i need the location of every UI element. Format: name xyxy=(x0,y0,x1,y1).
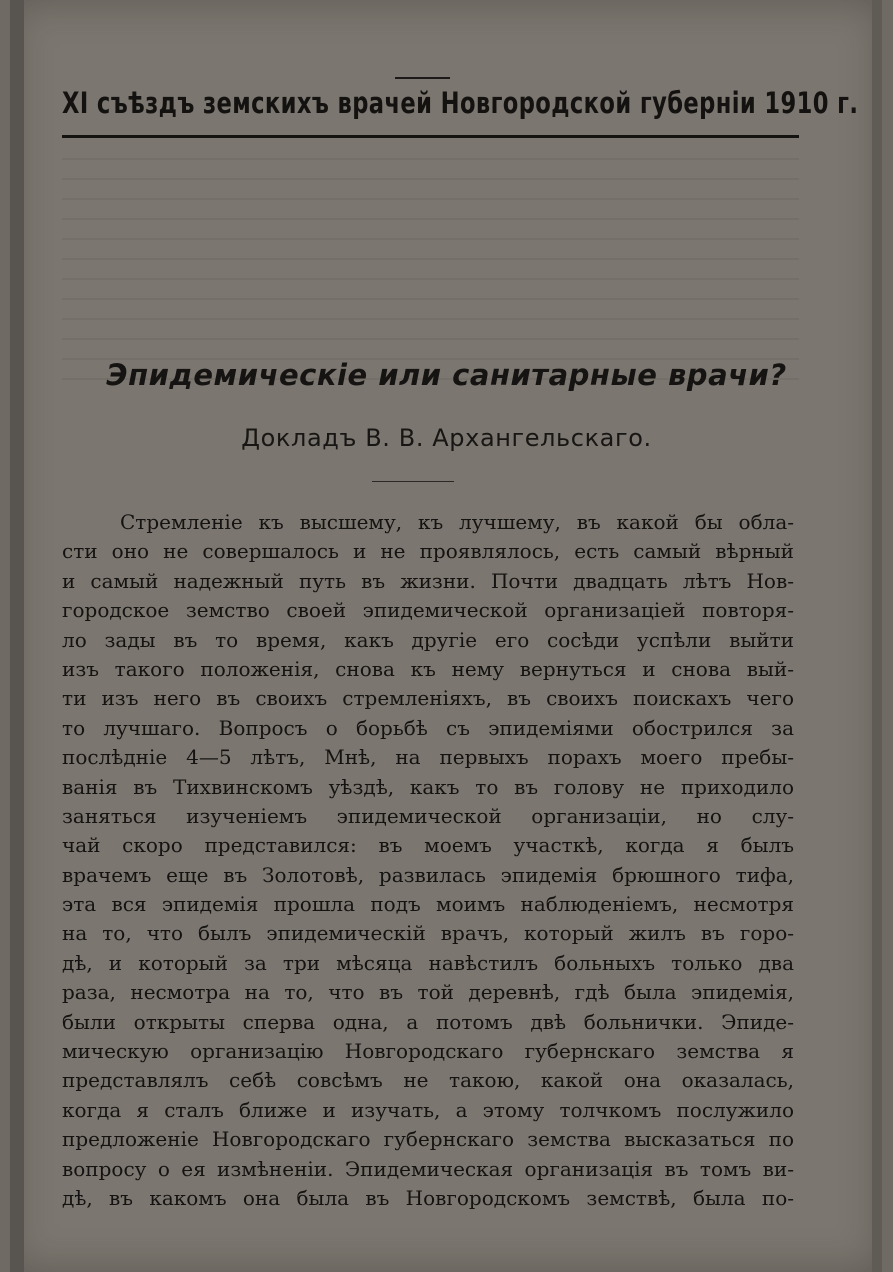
article-title: Эпидемическіе или санитарные врачи? xyxy=(106,358,787,392)
text-line: сти оно не совершалось и не проявлялось, есть самый вѣрный xyxy=(62,539,794,564)
text-line: мическую организацію Новгородскаго губернскаго земства я xyxy=(62,1039,794,1064)
article-subtitle: Докладъ В. В. Архангельскаго. xyxy=(241,424,652,452)
header-rule xyxy=(62,135,799,138)
text-line: и самый надежный путь въ жизни. Почти двадцать лѣтъ Нов- xyxy=(62,568,794,593)
text-line: раза, несмотра на то, что въ той деревнѣ, гдѣ была эпидемія, xyxy=(62,980,794,1005)
text-line: представлялъ себѣ совсѣмъ не такою, какой она оказалась, xyxy=(62,1068,794,1093)
text-line: врачемъ еще въ Золотовѣ, развилась эпидемія брюшного тифа, xyxy=(62,862,794,887)
text-line: когда я сталъ ближе и изучать, а этому толчкомъ послужило xyxy=(62,1097,794,1122)
text-line: ло зады въ то время, какъ другіе его сосѣди успѣли выйти xyxy=(62,627,794,652)
text-line: заняться изученіемъ эпидемической организаціи, но слу- xyxy=(62,803,794,828)
page-binding-edge xyxy=(10,0,24,1272)
top-ornament-rule xyxy=(395,77,450,79)
text-line: ти изъ него въ своихъ стремленіяхъ, въ своихъ поискахъ чего xyxy=(62,686,794,711)
text-line: ванія въ Тихвинскомъ уѣздѣ, какъ то въ голову не приходило xyxy=(62,774,794,799)
text-line: изъ такого положенія, снова къ нему вернуться и снова вый- xyxy=(62,656,794,681)
text-line: вопросу о ея измѣненіи. Эпидемическая организація въ томъ ви- xyxy=(62,1156,794,1181)
text-line: на то, что былъ эпидемическій врачъ, который жилъ въ горо- xyxy=(62,921,794,946)
bleed-through-text xyxy=(62,140,799,380)
body-paragraph xyxy=(62,508,794,1213)
text-line: дѣ, и который за три мѣсяца навѣстилъ больныхъ только два xyxy=(62,950,794,975)
text-line: предложеніе Новгородскаго губернскаго земства высказаться по xyxy=(62,1127,794,1152)
text-line: были открыты сперва одна, а потомъ двѣ больнички. Эпиде- xyxy=(62,1009,794,1034)
text-line: то лучшаго. Вопросъ о борьбѣ съ эпидеміями обострился за xyxy=(62,715,794,740)
text-line: городское земство своей эпидемической организаціей повторя- xyxy=(62,598,794,623)
page-right-edge xyxy=(872,0,882,1272)
text-line: дѣ, въ какомъ она была въ Новгородскомъ земствѣ, была по- xyxy=(62,1185,794,1210)
text-line: эта вся эпидемія прошла подъ моимъ наблюденіемъ, несмотря xyxy=(62,892,794,917)
title-divider xyxy=(372,481,454,482)
running-header: XI съѣздъ земскихъ врачей Новгородской губерніи 1910 г. xyxy=(62,86,859,120)
text-line: послѣдніе 4—5 лѣтъ, Мнѣ, на первыхъ порахъ моего пребы- xyxy=(62,745,794,770)
text-line: Стремленіе къ высшему, къ лучшему, въ какой бы обла- xyxy=(120,510,794,534)
text-line: чай скоро представился: въ моемъ участкѣ, когда я былъ xyxy=(62,833,794,858)
